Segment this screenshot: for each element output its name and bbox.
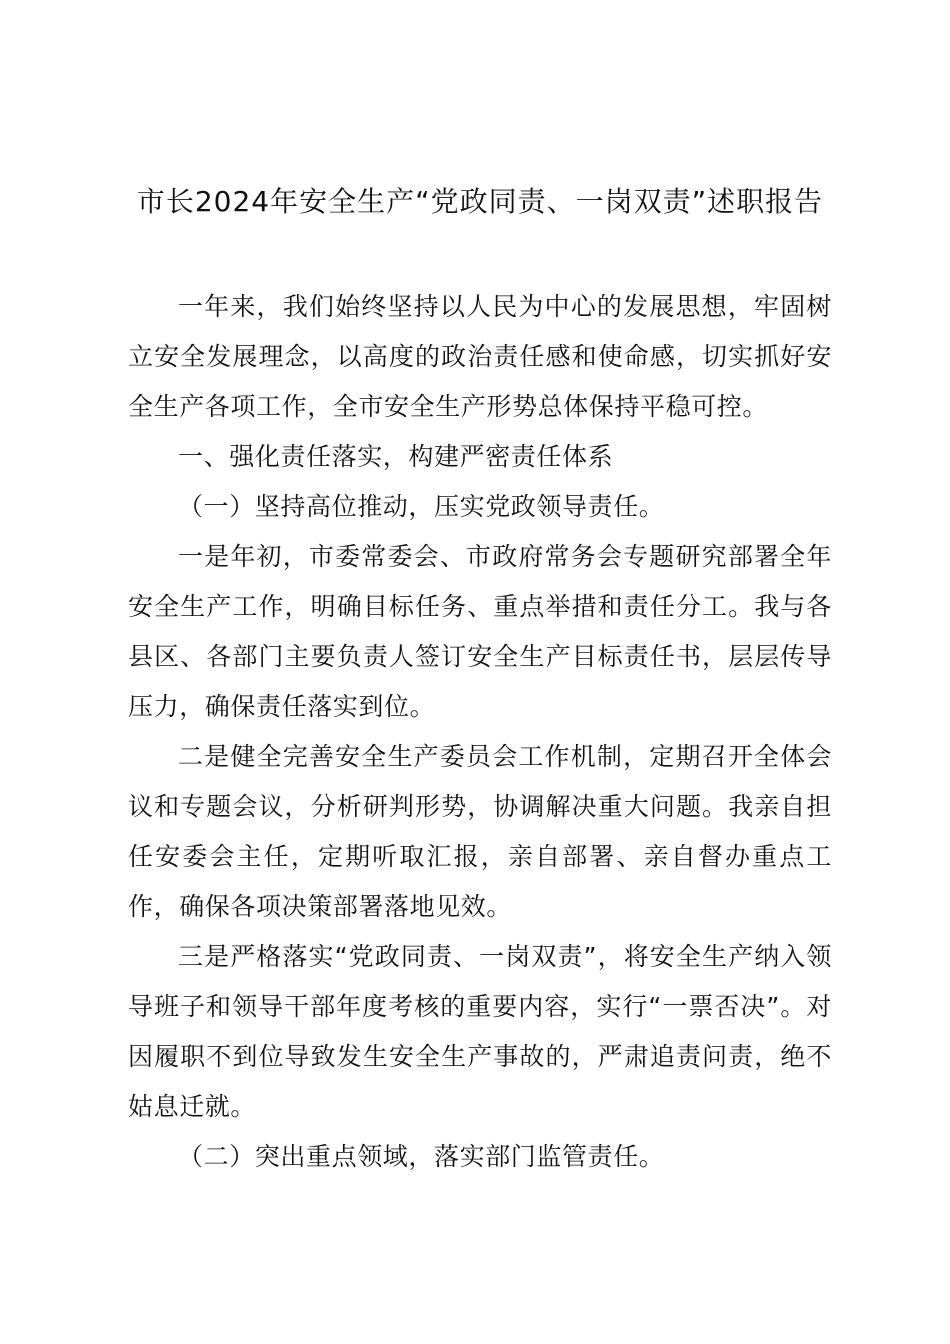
- paragraph-item-1: 一是年初，市委常委会、市政府常务会专题研究部署全年安全生产工作，明确目标任务、重点举措和责任分工。我与各县区、各部门主要负责人签订安全生产目标责任书，层层传导压力，确保责任落实到位。: [128, 542, 832, 721]
- document-body: [128, 282, 832, 1182]
- subsection-heading-2: （二）突出重点领域，落实部门监管责任。: [178, 1142, 665, 1171]
- document-title: 市长2024年安全生产“党政同责、一岗双责”述职报告: [136, 185, 824, 218]
- paragraph-item-2: 二是健全完善安全生产委员会工作机制，定期召开全体会议和专题会议，分析研判形势，协调解决重大问题。我亲自担任安委会主任，定期听取汇报，亲自部署、亲自督办重点工作，确保各项决策部署落地见效。: [128, 742, 832, 921]
- section-heading-1: 一、强化责任落实，构建严密责任体系: [178, 442, 614, 471]
- intro-paragraph: 一年来，我们始终坚持以人民为中心的发展思想，牢固树立安全发展理念，以高度的政治责任感和使命感，切实抓好安全生产各项工作，全市安全生产形势总体保持平稳可控。: [128, 292, 832, 421]
- paragraph-item-3: 三是严格落实“党政同责、一岗双责”，将安全生产纳入领导班子和领导干部年度考核的重要内容，实行“一票否决”。对因履职不到位导致发生安全生产事故的，严肃追责问责，绝不姑息迁就。: [128, 942, 832, 1121]
- subsection-heading-1: （一）坚持高位推动，压实党政领导责任。: [178, 492, 665, 521]
